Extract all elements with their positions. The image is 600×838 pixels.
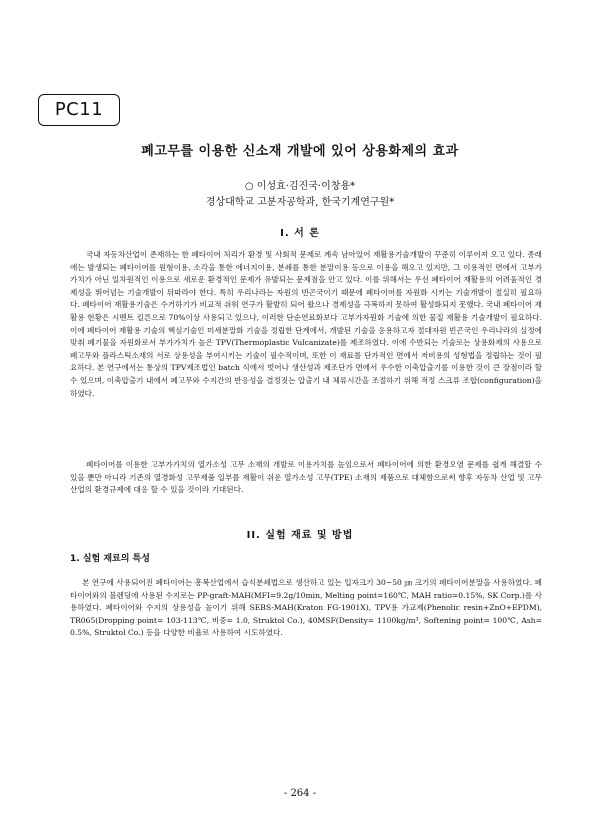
- materials-paragraph: 본 연구에 사용되어진 폐타이어는 흥복산업에서 습식분쇄법으로 생산하고 있는 입자크기 30~50 ㎛ 크기의 폐타이어분말을 사용하였다. 폐타이어와의 블렌딩에 사용된 수지로는 PP-graft-MAH(MFI=9.2g/10min, Melting point=160℃, MAH ratio=0.15%, SK Corp.)를 사용하였다. 폐타이어와 수지의 상용성을 높이기 위해 SEBS-MAH(Kraton FG-1901X), TPV용 가교제(Phenolic resin+ZnO+EPDM), TR065(Dropping point= 103-113℃, 비중= 1.0, Struktol Co.), 40MSF(Density= 1100kg/m³, Softening point= 100℃, Ash= 0.5%, Struktol Co.) 등을 다양한 비율로 사용하여 시도하였다.: [70, 578, 542, 638]
- affiliation-line: 경상대학교 고분자공학과, 한국기계연구원*: [205, 197, 395, 208]
- intro-paragraph-1: 국내 자동차산업이 존재하는 한 폐타이어 처리가 환경 및 사회적 문제로 계속 남아있어 재활용기술개발이 꾸준히 이루어져 오고 있다. 종래에는 발생되는 폐타이어를 원형이용, 소각을 통한 에너지이용, 분쇄를 통한 분말이용 등으로 이용을 해오고 있지만, 그 이용적인 면에서 고부가가치가 아닌 일차원적인 이용으로 새로운 환경적인 문제가 유발되는 문제점을 안고 있다. 이를 위해서는 우선 폐타이어 재활용의 어려움적인 경제성을 뛰어넘는 기술개발이 뒤따라야 한다. 특히 우리나라는 자원의 빈곤국이기 때문에 폐타이어를 자원화 시키는 기술개발이 절실히 필요하다. 폐타이어 재활용기술은 수거하기가 비교적 쉬워 연구가 활발히 되어 왔으나 경제성을 극복하지 못하여 활성화되지 못했다. 국내 폐타이어 재활용 현황은 시멘트 킬른으로 70%이상 사용되고 있으나, 이러한 단순연료화보다 고부가자원화 기술에 의한 물질 재활용 기술개발이 필요하다. 이에 폐타이어 재활용 기술의 핵심기술인 미세분말화 기술을 정립한 단계에서, 개발된 기술을 응용하고자 절대자원 빈곤국인 우리나라의 실정에 맞춰 폐기물을 자원화로서 부가가치가 높은 TPV(Thermoplastic Vulcanizate)를 제조하였다. 이에 수반되는 기술로는 상용화제의 사용으로 폐고무와 플라스틱소재의 서로 상용성을 부여시키는 기술이 필수적이며, 또한 이 재료를 단가적인 면에서 저비용의 성형법을 정립하는 것이 필요하다. 본 연구에서는 통상의 TPV제조법인 batch 식에서 벗어나 생산성과 제조단가 면에서 우수한 이축압출기를 이용한 것이 큰 장점이라 할 수 있으며, 이축압출기 내에서 폐고무와 수지간의 반응성을 결정짓는 압출기 내 체류시간을 조절하기 위해 적정 스크류 조합(configuration)을 하였다.: [70, 250, 542, 398]
- authors-line: ○ 이성효·김진국·이창용*: [244, 181, 356, 192]
- section-heading-methods: II. 실험 재료 및 방법: [246, 530, 354, 541]
- subsection-heading-materials: 1. 실험 재료의 특성: [70, 554, 150, 564]
- page-number: - 264 -: [283, 788, 317, 799]
- paper-title: 폐고무를 이용한 신소재 개발에 있어 상용화제의 효과: [141, 144, 459, 159]
- paper-code-box: PC11: [38, 94, 120, 126]
- section-heading-introduction: I. 서 론: [280, 228, 320, 239]
- intro-paragraph-2: 폐타이어를 이용한 고부가가치의 열가소성 고무 소재의 개발로 이용가치를 높임으로서 폐타이어에 의한 환경오염 문제를 쉽게 해결할 수 있을 뿐만 아니라 기존의 열경화성 고무제품 일부를 재활이 쉬운 열가소성 고무(TPE) 소재의 제품으로 대체함으로써 향후 자동차 산업 및 고무산업의 환경규제에 대응 할 수 있을 것이라 기대된다.: [70, 460, 542, 495]
